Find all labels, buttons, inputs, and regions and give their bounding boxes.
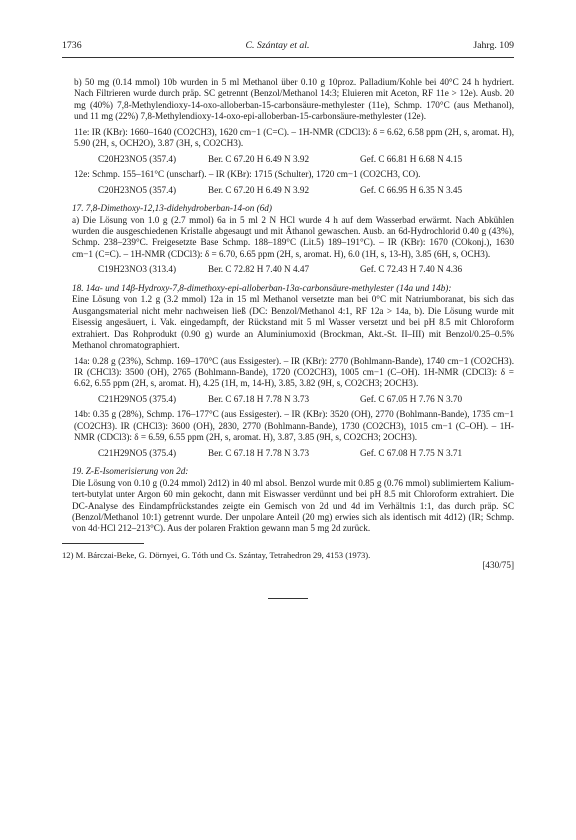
paragraph-17a: a) Die Lösung von 1.0 g (2.7 mmol) 6a in 5 ml 2 N HCl wurde 4 h auf dem Wasserbad erwärmt. Nach Abkühlen wurden die ausgeschiedenen Kristalle abgesaugt und mit Äthanol gewaschen. Ausb. an 6d-Hydrochlorid 0.40 g (43%), Schmp. 238–239°C. Freigesetzte Base Schmp. 188–189°C (Lit.5) 189–191°C). – IR (KBr): 1670 (COkonj.), 1630 cm−1 (C=C). – 1H-NMR (CDCl3): δ = 6.70, 6.65 ppm (2H, s, aromat. H), 6.0 (1H, s, 13-H), 3.85 (6H, s, OCH3). bbox=[72, 214, 514, 259]
calculated-values: Ber. C 67.18 H 7.78 N 3.73 bbox=[208, 447, 310, 458]
manuscript-number: [430/75] bbox=[482, 560, 514, 571]
found-values: Gef. C 67.05 H 7.76 N 3.70 bbox=[360, 393, 463, 404]
paragraph-11e-spectra: 11e: IR (KBr): 1660–1640 (CO2CH3), 1620 cm−1 (C=C). – 1H-NMR (CDCl3): δ = 6.62, 6.58 ppm (2H, s, aromat. H), 5.90 (2H, s, OCH2O), 3.87 (3H, s, CO2CH3). bbox=[74, 126, 514, 149]
paragraph-14a-spectra: 14a: 0.28 g (23%), Schmp. 169–170°C (aus Essigester). – IR (KBr): 2770 (Bohlmann-Bande), 1740 cm−1 (CO2CH3). IR (CHCl3): 3500 (OH), 2765 (Bohlmann-Bande), 1720 (CO2CH3), 1005 cm−1 (C–OH). 1H-NMR (CDCl3): δ = 6.62, 6.55 ppm (2H, s, aromat. H), 4.25 (1H, m, 14-H), 3.85, 3.82 (9H, s, CO2CH3; 2OCH3). bbox=[74, 355, 514, 389]
paragraph-14b-spectra: 14b: 0.35 g (28%), Schmp. 176–177°C (aus Essigester). – IR (KBr): 3520 (OH), 2770 (Bohlmann-Bande), 1735 cm−1 (CO2CH3). IR (CHCl3): 3600 (OH), 2830, 2770 (Bohlmann-Bande), 1730 (CO2CH3), 1015 cm−1 (C–OH). – 1H-NMR (CDCl3): δ = 6.59, 6.55 ppm (2H, s, aromat. H), 3.87, 3.85 (9H, s, CO2CH3; 2OCH3). bbox=[74, 409, 514, 443]
formula: C20H23NO5 (357.4) bbox=[98, 153, 177, 164]
formula-line-4 bbox=[62, 394, 514, 405]
section-19-title: 19. Z-E-Isomerisierung von 2d: bbox=[72, 466, 189, 477]
formula: C20H23NO5 (357.4) bbox=[98, 184, 177, 195]
formula-line-1 bbox=[62, 154, 514, 165]
paragraph-12e-spectra: 12e: Schmp. 155–161°C (unscharf). – IR (KBr): 1715 (Schulter), 1720 cm−1 (CO2CH3, CO). bbox=[74, 169, 421, 180]
paragraph-18-procedure: Eine Lösung von 1.2 g (3.2 mmol) 12a in 15 ml Methanol versetzte man bei 0°C mit Natriumboranat, bis sich das Ausgangsmaterial nicht mehr nachweisen ließ (DC: Benzol/Methanol 4:1, RF 12a > 14a, b). Die Lösung wurde mit Eisessig angesäuert, i. Vak. eingedampft, der Rückstand mit 5 ml Wasser versetzt und bei pH 8.5 mit Chloroform extrahiert. Das Rohprodukt (0.90 g) wurde an Aluminiumoxid (Brockman, Akt.-St. II–III) mit Benzol/0.25–0.5% Methanol chromatographiert. bbox=[72, 294, 514, 351]
footnote-reference: 12) M. Bárczai-Beke, G. Dörnyei, G. Tóth und Cs. Szántay, Tetrahedron 29, 4153 (1973). bbox=[62, 549, 371, 560]
calculated-values: Ber. C 67.18 H 7.78 N 3.73 bbox=[208, 393, 310, 404]
found-values: Gef. C 72.43 H 7.40 N 4.36 bbox=[360, 264, 463, 275]
found-values: Gef. C 66.95 H 6.35 N 3.45 bbox=[360, 184, 463, 195]
formula-line-2 bbox=[62, 185, 514, 196]
section-17-title: 17. 7,8-Dimethoxy-12,13-didehydroberban-14-on (6d) bbox=[72, 203, 272, 214]
section-18-title: 18. 14α- und 14β-Hydroxy-7,8-dimethoxy-epi-alloberban-13α-carbonsäure-methylester (14a und 14b): bbox=[72, 282, 452, 293]
running-header bbox=[62, 40, 514, 56]
calculated-values: Ber. C 67.20 H 6.49 N 3.92 bbox=[208, 184, 310, 195]
formula: C19H23NO3 (313.4) bbox=[98, 264, 177, 275]
paragraph-19-body: Die Lösung von 0.10 g (0.24 mmol) 2d12) in 40 ml absol. Benzol wurde mit 0.85 g (0.76 mmol) sublimiertem Kalium-tert-butylat unter Argon 60 min gekocht, dann mit Eiswasser verdünnt und bei pH 8.5 mit Chloroform extrahiert. Die DC-Analyse des Eindampfrückstandes zeigte ein Gemisch von 2d und 4d im Verhältnis 1:1, das durch präp. SC (Benzol/Methanol 10:1) getrennt wurde. Der unpolare Anteil (20 mg) erwies sich als identisch mit 4d12) (IR; Schmp. von 4d·HCl 212–213°C). Aus der polaren Fraktion gewann man 5 mg 2d zurück. bbox=[72, 477, 514, 534]
found-values: Gef. C 66.81 H 6.68 N 4.15 bbox=[360, 153, 463, 164]
footnote-rule bbox=[62, 543, 144, 544]
formula-line-5 bbox=[62, 448, 514, 459]
page-number: 1736 bbox=[62, 40, 82, 51]
formula: C21H29NO5 (375.4) bbox=[98, 447, 177, 458]
found-values: Gef. C 67.08 H 7.75 N 3.71 bbox=[360, 447, 463, 458]
end-rule bbox=[268, 598, 308, 599]
formula-line-3 bbox=[62, 264, 514, 275]
calculated-values: Ber. C 67.20 H 6.49 N 3.92 bbox=[208, 153, 310, 164]
calculated-values: Ber. C 72.82 H 7.40 N 4.47 bbox=[208, 264, 310, 275]
journal-year: Jahrg. 109 bbox=[473, 40, 514, 51]
formula: C21H29NO5 (375.4) bbox=[98, 393, 177, 404]
header-authors: C. Szántay et al. bbox=[245, 40, 310, 51]
paragraph-hydrogenation: b) 50 mg (0.14 mmol) 10b wurden in 5 ml Methanol über 0.10 g 10proz. Palladium/Kohle bei 40°C 24 h hydriert. Nach Filtrieren wurde durch präp. SC getrennt (Benzol/Methanol 14:3; Eluieren mit Aceton, RF 11e > 12e). Ausb. 20 mg (40%) 7,8-Methylendioxy-14-oxo-alloberban-15-carbonsäure-methylester (11e), Schmp. 170°C (aus Methanol), und 11 mg (22%) 7,8-Methylendioxy-14-oxo-epi-alloberban-15-carbonsäure-methylester (12e). bbox=[74, 77, 514, 122]
body-text bbox=[62, 77, 514, 599]
header-rule bbox=[62, 57, 514, 58]
